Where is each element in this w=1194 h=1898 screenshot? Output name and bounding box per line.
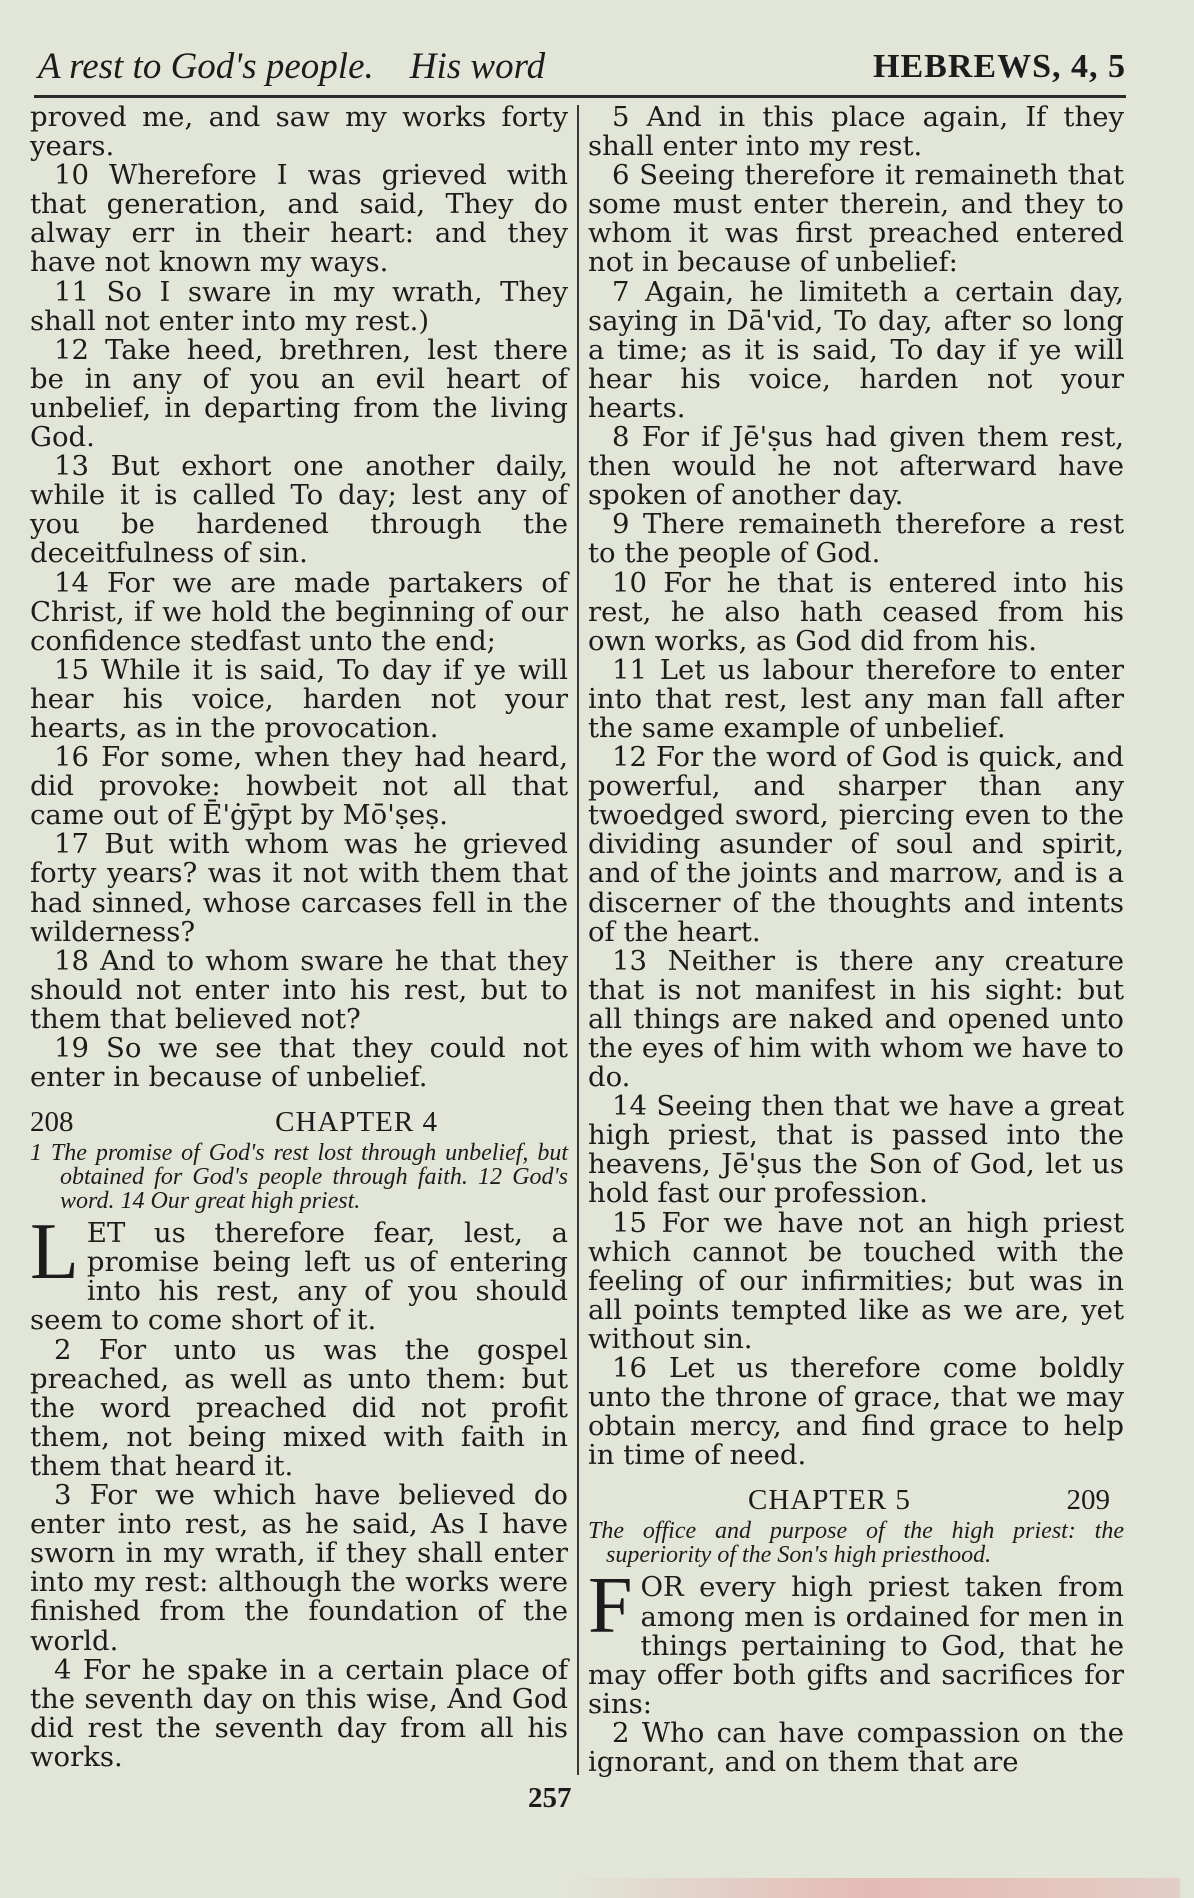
chapter-number-label: 208 xyxy=(30,1106,74,1139)
chapter-synopsis: The office and purpose of the high priest: the superiority of the Son's high priesthood. xyxy=(588,1518,1124,1569)
verse-paragraph: 13 Neither is there any creature that is not manifest in his sight: but all things are naked and opened unto the eyes of him with whom we have to do. xyxy=(588,944,1124,1094)
header-rule xyxy=(34,95,1126,98)
column-divider xyxy=(577,105,579,1775)
verse-paragraph: 10 For he that is entered into his rest, he also hath ceased from his own works, as God did from his. xyxy=(588,566,1124,657)
drop-cap: L xyxy=(30,1208,79,1297)
chapter-synopsis: 1 The promise of God's rest lost through unbelief, but obtained for God's people through faith. 12 God's word. 14 Our great high priest. xyxy=(30,1140,568,1215)
paper-stain xyxy=(560,1878,1180,1898)
verse-paragraph: 14 For we are made partakers of Christ, if we hold the beginning of our confidence stedfast unto the end; xyxy=(30,566,568,657)
chapter-first-verse xyxy=(30,1208,568,1337)
verse-paragraph: 10 Wherefore I was grieved with that generation, and said, They do alway err in their heart: and they have not known my ways. xyxy=(30,159,568,279)
verse-paragraph: 7 Again, he limiteth a certain day, saying in Dā'vid, To day, after so long a time; as it is said, To day if ye will hear his voice, harden not your hearts. xyxy=(588,275,1124,424)
verse-paragraph: 17 But with whom was he grieved forty years? was it not with them that had sinned, whose carcases fell in the wilderness? xyxy=(30,828,568,948)
header-topic-a: A rest to God's people. xyxy=(38,46,374,87)
verse-paragraph: 16 Let us therefore come boldly unto the throne of grace, that we may obtain mercy, and find grace to help in time of need. xyxy=(588,1352,1124,1472)
running-header-book: HEBREWS, 4, 5 xyxy=(873,48,1126,85)
verse-paragraph: 15 For we have not an high priest which cannot be touched with the feeling of our infirmities; but was in all points tempted like as we are, yet without sin. xyxy=(588,1206,1124,1355)
verse-paragraph: 15 While it is said, To day if ye will hear his voice, harden not your hearts, as in the provocation. xyxy=(30,653,568,744)
verse-paragraph: 11 Let us labour therefore to enter into that rest, lest any man fall after the same example of unbelief. xyxy=(588,653,1124,744)
first-verse-text: ET us therefore fear, lest, a promise being left us of entering into his rest, any of you should seem to come short of it. xyxy=(30,1217,568,1337)
running-header-left xyxy=(38,42,545,92)
verse-paragraph: 12 Take heed, brethren, lest there be in any of you an evil heart of unbelief, in departing from the living God. xyxy=(30,333,568,454)
verse-paragraph: 16 For some, when they had heard, did provoke: howbeit not all that came out of Ē'ġȳpt by Mō'ṣeṣ. xyxy=(30,741,568,832)
chapter-title: CHAPTER 5 xyxy=(748,1484,911,1517)
chapter-first-verse xyxy=(588,1562,1124,1720)
verse-paragraph: 18 And to whom sware he that they should not enter into his rest, but to them that believed not? xyxy=(30,944,568,1035)
drop-cap: F xyxy=(588,1562,633,1651)
verse-paragraph: 8 For if Jē'ṣus had given them rest, then would he not afterward have spoken of another day. xyxy=(588,421,1124,512)
verse-paragraph: 3 For we which have believed do enter into rest, as he said, As I have sworn in my wrath, if they shall enter into my rest: although the works were finished from the foundation of the world. xyxy=(30,1479,568,1657)
verse-paragraph: 14 Seeing then that we have a great high priest, that is passed into the heavens, Jē'ṣus the Son of God, let us hold fast our profession. xyxy=(588,1090,1124,1210)
chapter-title: CHAPTER 4 xyxy=(275,1106,438,1139)
verse-paragraph: 9 There remaineth therefore a rest to the people of God. xyxy=(588,508,1124,570)
first-verse-text: OR every high priest taken from among men is ordained for men in things pertaining to God, that he may offer both gifts and sacrifices for sins: xyxy=(588,1571,1124,1720)
chapter-number-label: 209 xyxy=(1066,1484,1110,1517)
verse-paragraph: 2 For unto us was the gospel preached, as well as unto them: but the word preached did not profit them, not being mixed with faith in them that heard it. xyxy=(30,1333,568,1482)
verse-paragraph: 13 But exhort one another daily, while it is called To day; lest any of you be hardened through the deceitfulness of sin. xyxy=(30,450,568,570)
verse-paragraph: 6 Seeing therefore it remaineth that some must enter therein, and they to whom it was first preached entered not in because of unbelief: xyxy=(588,159,1124,279)
verse-paragraph: 12 For the word of God is quick, and powerful, and sharper than any twoedged sword, piercing even to the dividing asunder of soul and spirit, and of the joints and marrow, and is a discerner of the thoughts and intents of the heart. xyxy=(588,741,1124,948)
verse-paragraph: 2 Who can have compassion on the ignorant, and on them that are xyxy=(588,1716,1124,1778)
right-column xyxy=(588,103,1124,1777)
verse-paragraph: 19 So we see that they could not enter in because of unbelief. xyxy=(30,1032,568,1094)
header-topic-b: His word xyxy=(409,46,546,87)
verse-paragraph: 5 And in this place again, If they shall enter into my rest. xyxy=(588,101,1124,163)
left-column xyxy=(30,103,568,1772)
verse-paragraph: 4 For he spake in a certain place of the seventh day on this wise, And God did rest the seventh day from all his works. xyxy=(30,1653,568,1773)
page-number: 257 xyxy=(528,1782,572,1814)
chapter-heading xyxy=(30,1106,568,1139)
chapter-heading xyxy=(588,1484,1124,1517)
verse-paragraph: 11 So I sware in my wrath, They shall not enter into my rest.) xyxy=(30,275,568,337)
verse-paragraph: proved me, and saw my works forty years. xyxy=(30,101,568,163)
